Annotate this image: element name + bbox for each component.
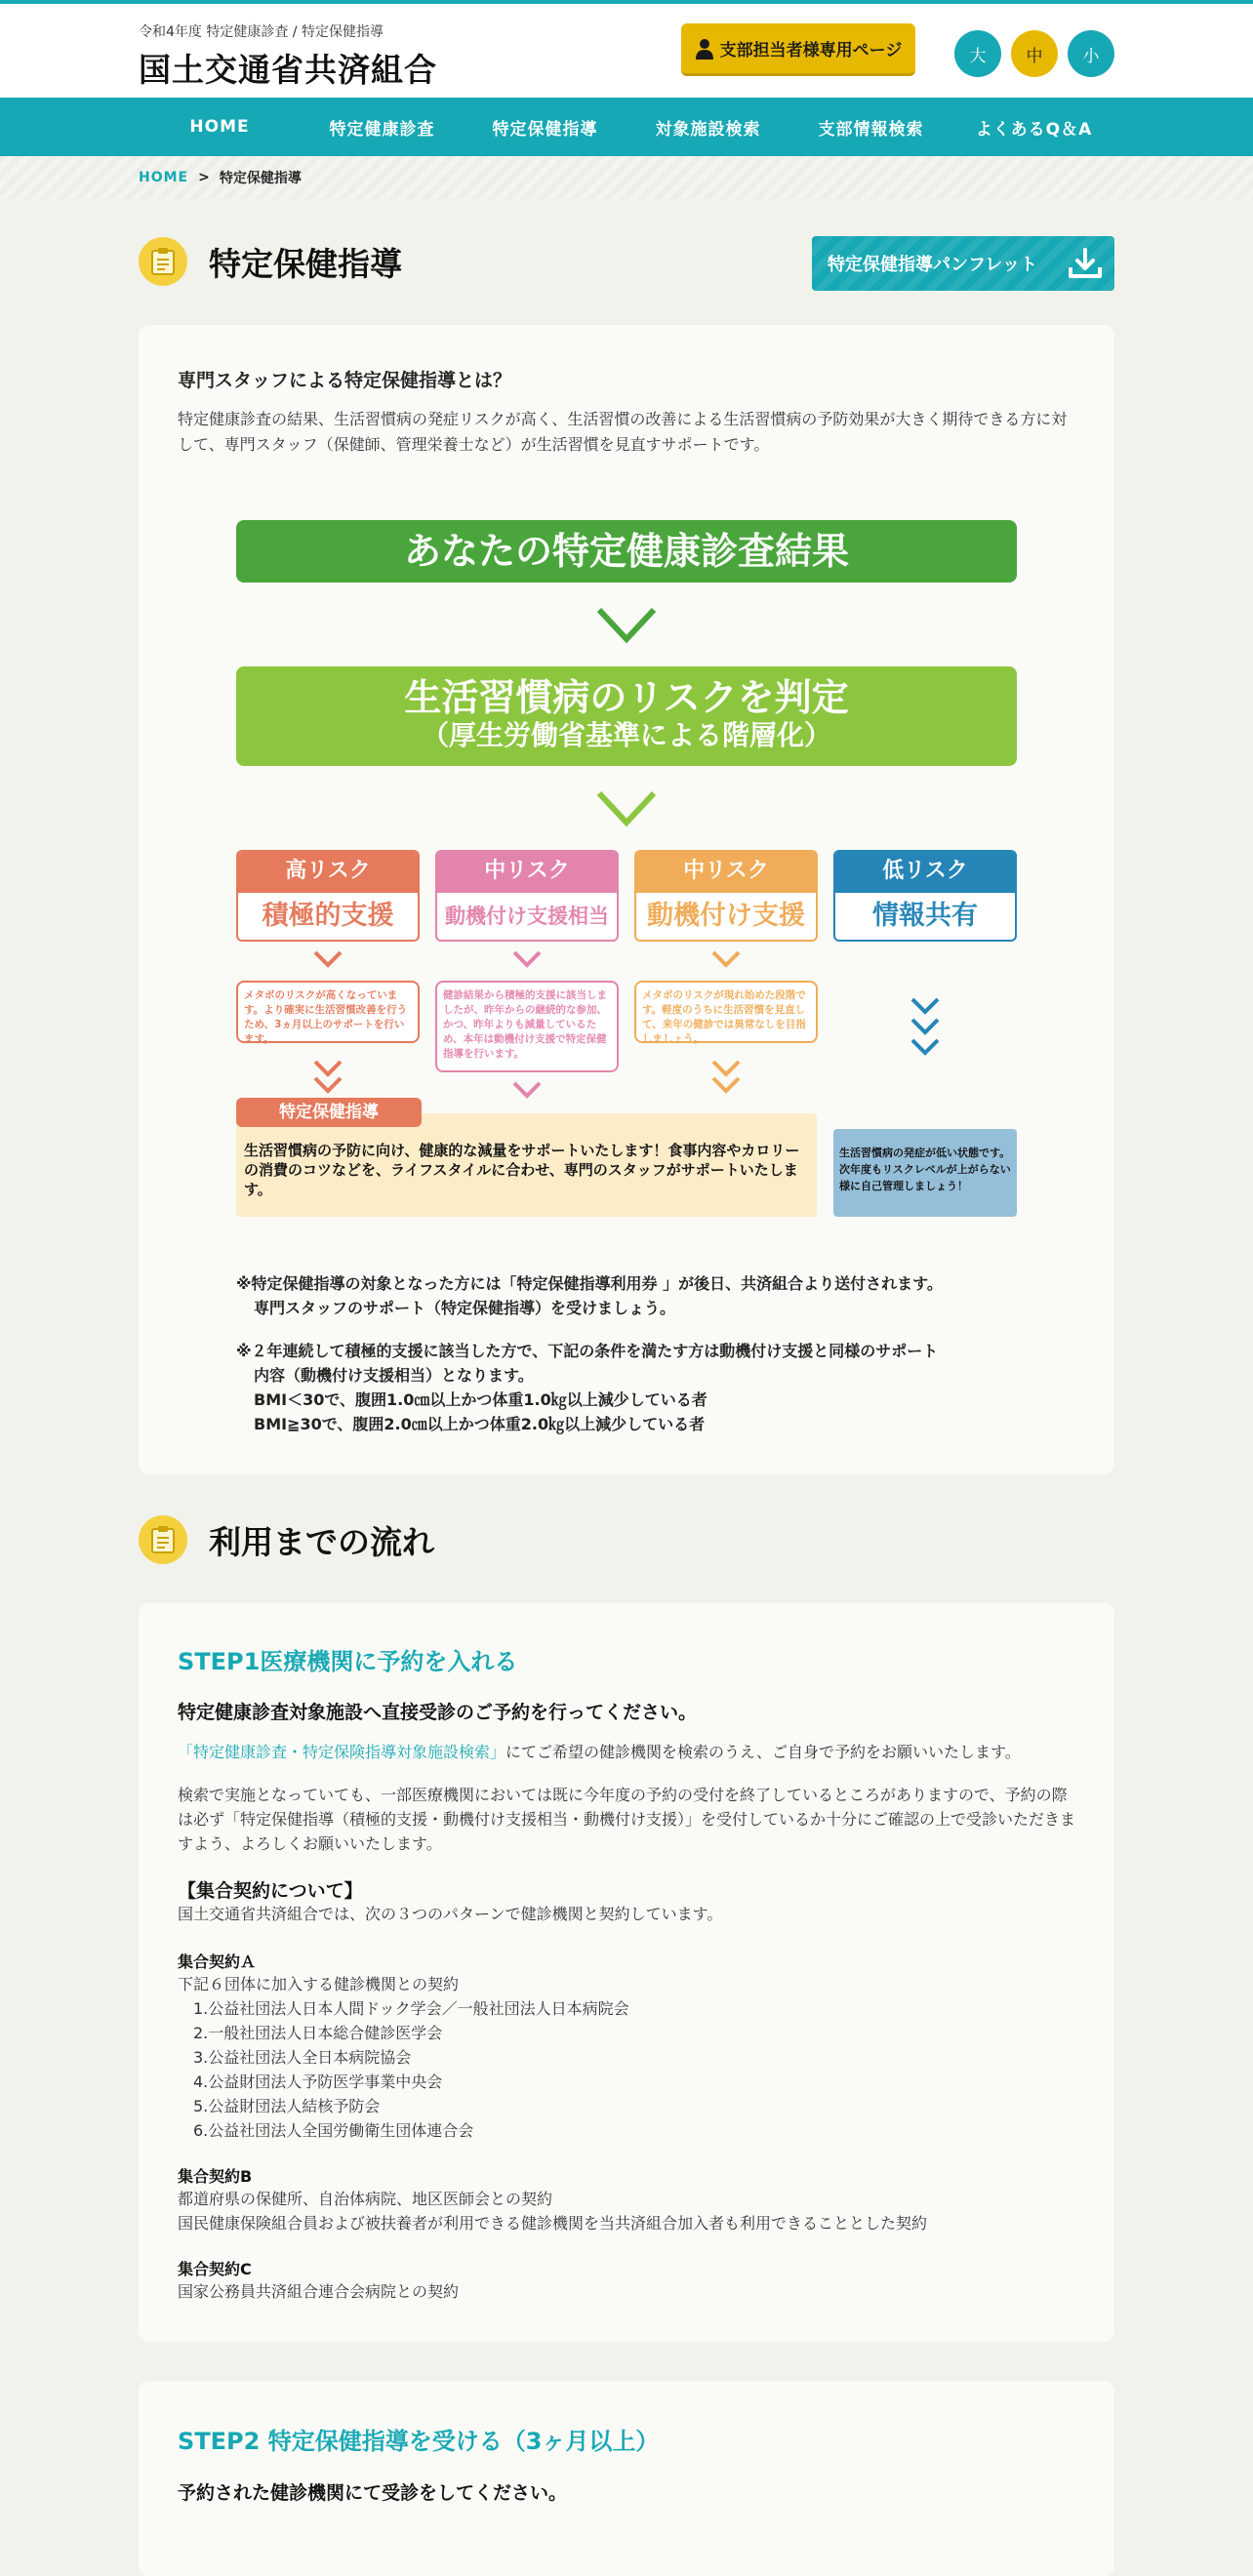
risk-column-mid-equivalent: [435, 850, 619, 942]
guidance-program-tag: 特定保健指導: [236, 1098, 422, 1127]
step1-reservation-notice: 検索で実施となっていても、一部医療機関においては既に今年度の予約の受付を終了しているところがありますので、予約の際は必ず「特定保健指導（積極的支援・動機付け支援相当・動機付け支援）」を受付しているか十分にご確認の上で受診いただきますよう、よろしくお願いいたします。: [178, 1786, 1076, 1853]
note-condition-line1: ※２年連続して積極的支援に該当した方で、下記の条件を満たす方は動機付け支援と同様のサポート: [236, 1342, 939, 1360]
guidance-program-box: [236, 1103, 817, 1217]
support-type-label: 動機付け支援: [647, 901, 805, 931]
facility-search-link[interactable]: 「特定健康診査・特定保険指導対象施設検索」: [178, 1743, 506, 1761]
step1-lead: 特定健康診査対象施設へ直接受診のご予約を行ってください。: [178, 1702, 698, 1723]
support-type-label: 積極的支援: [262, 901, 394, 931]
page-title: 特定保健指導: [209, 244, 402, 283]
user-icon: [695, 38, 714, 60]
section-heading-flow: [139, 1515, 434, 1564]
brand[interactable]: [139, 21, 437, 91]
nav-item-home[interactable]: HOME: [189, 117, 250, 137]
chevron-down-icon: [511, 1080, 543, 1100]
contract-a-list: [178, 1972, 629, 2143]
guidance-program-text: 生活習慣病の予防に向け、健康的な減量をサポートいたします！食事内容やカロリーの消費のコツなどを、ライフスタイルに合わせ、専門のスタッフがサポートいたします。: [244, 1142, 800, 1198]
risk-level-label: 中リスク: [636, 852, 816, 893]
chevron-down-icon: [595, 789, 658, 828]
risk-description-mid-equivalent: 健診結果から積極的支援に該当しましたが、昨年からの継続的な参加、かつ、昨年よりも減量しているため、本年は動機付け支援で特定保健指導を行います。: [435, 981, 619, 1072]
nav-item-health-guidance[interactable]: 特定保健指導: [492, 119, 598, 140]
nav-item-branch-search[interactable]: 支部情報検索: [818, 119, 924, 140]
pamphlet-download-label: 特定保健指導パンフレット: [828, 255, 1038, 275]
font-size-switcher: [954, 30, 1114, 77]
list-item: 1.公益社団法人日本人間ドック学会／一般社団法人日本病院会: [193, 1999, 629, 2018]
list-item: 4.公益財団法人予防医学事業中央会: [193, 2073, 443, 2091]
font-size-small-button[interactable]: 小: [1068, 30, 1114, 77]
nav-item-health-checkup[interactable]: 特定健康診査: [329, 119, 435, 140]
list-item: 3.公益社団法人全日本病院協会: [193, 2048, 412, 2067]
brand-title: 国土交通省共済組合: [139, 51, 437, 89]
risk-column-low: [833, 850, 1017, 942]
step1-search-text: にてご希望の健診機関を検索のうえ、ご自身で予約をお願いいたします。: [505, 1743, 1021, 1761]
risk-description-high: メタボのリスクが高くなっています。より確実に生活習慣改善を行うため、3ヵ月以上のサポートを行います。: [236, 981, 420, 1043]
contract-b-list: [178, 2187, 927, 2235]
risk-level-label: 低リスク: [835, 852, 1015, 893]
risk-judgement-title: 生活習慣病のリスクを判定: [404, 676, 849, 719]
breadcrumb-current: 特定保健指導: [219, 171, 302, 186]
breadcrumb: [0, 156, 1253, 199]
support-type-label: 動機付け支援相当: [445, 905, 609, 928]
section-title-flow: 利用までの流れ: [209, 1522, 434, 1561]
chevron-down-icon: [312, 949, 344, 969]
chevron-down-icon: [710, 949, 742, 969]
step2-lead: 予約された健診機関にて受診をしてください。: [178, 2482, 568, 2504]
branch-staff-page-button[interactable]: [681, 23, 915, 76]
note-voucher: [236, 1271, 943, 1320]
guidance-intro: 特定健康診査の結果、生活習慣病の発症リスクが高く、生活習慣の改善による生活習慣病の予防効果が大きく期待できる方に対して、専門スタッフ（保健師、管理栄養士など）が生活習慣を見直すサポートです。: [178, 410, 1068, 454]
contract-c-label: 集合契約C: [178, 2260, 252, 2278]
guidance-overview-card: [139, 325, 1114, 1474]
risk-box-low: [833, 850, 1017, 942]
risk-judgement-subtitle: （厚生労働省基準による階層化）: [421, 719, 831, 751]
branch-staff-page-label: 支部担当者様専用ページ: [719, 41, 903, 60]
contract-a-label: 集合契約Ａ: [178, 1952, 257, 1971]
double-chevron-down-icon: [312, 1059, 344, 1098]
risk-level-label: 高リスク: [238, 852, 418, 893]
clipboard-icon: [139, 1515, 187, 1564]
step1-card: [139, 1603, 1114, 2342]
step1-title: STEP1医療機関に予約を入れる: [178, 1648, 518, 1675]
contract-b-line1: 都道府県の保健所、自治体病院、地区医師会との契約: [178, 2190, 553, 2208]
risk-box-mid: [634, 850, 818, 942]
note-condition-line4: BMI≧30で、腹囲2.0㎝以上かつ体重2.0㎏以上減少している者: [254, 1415, 706, 1433]
section-heading-guidance: [139, 237, 402, 286]
chevron-down-icon: [595, 606, 658, 645]
note-voucher-line1: ※特定保健指導の対象となった方には「特定保健指導利用券 」が後日、共済組合より送付されます。: [236, 1274, 943, 1293]
support-type-label: 情報共有: [872, 901, 978, 931]
contract-heading: 【集合契約について】: [178, 1880, 363, 1902]
contract-c-line1: 国家公務員共済組合連合会病院との契約: [178, 2282, 460, 2301]
breadcrumb-home-link[interactable]: HOME: [139, 170, 189, 185]
list-item: 6.公益社団法人全国労働衛生団体連合会: [193, 2121, 474, 2140]
contract-c-list: [178, 2279, 459, 2304]
risk-judgement-bar: [236, 666, 1017, 766]
font-size-medium-button[interactable]: 中: [1011, 30, 1058, 77]
brand-subtitle: 令和4年度 特定健康診査 / 特定保健指導: [139, 24, 384, 40]
triple-chevron-down-icon: [909, 996, 941, 1061]
guidance-question: 専門スタッフによる特定保健指導とは？: [178, 370, 512, 391]
low-risk-message-box: 生活習慣病の発症が低い状態です。次年度もリスクレベルが上がらない様に自己管理しましょう！: [833, 1129, 1017, 1217]
risk-column-mid: [634, 850, 818, 942]
list-item: 2.一般社団法人日本総合健診医学会: [193, 2024, 443, 2042]
risk-level-label: 中リスク: [437, 852, 617, 893]
risk-box-mid-equivalent: [435, 850, 619, 942]
clipboard-icon: [139, 237, 187, 286]
risk-box-high: [236, 850, 420, 942]
contract-intro: 国土交通省共済組合では、次の３つのパターンで健診機関と契約しています。: [178, 1905, 723, 1923]
contract-b-line2: 国民健康保険組合員および被扶養者が利用できる健診機関を当共済組合加入者も利用できることとした契約: [178, 2214, 928, 2233]
font-size-large-button[interactable]: 大: [954, 30, 1001, 77]
result-bar: あなたの特定健康診査結果: [236, 520, 1017, 583]
double-chevron-down-icon: [710, 1059, 742, 1098]
note-condition-line3: BMI＜30で、腹囲1.0㎝以上かつ体重1.0㎏以上減少している者: [254, 1390, 707, 1409]
step2-card: [139, 2381, 1114, 2576]
breadcrumb-separator: >: [198, 170, 210, 185]
risk-column-high: [236, 850, 420, 942]
download-icon: [1068, 248, 1103, 279]
risk-description-mid: メタボのリスクが現れ始めた段階です。軽度のうちに生活習慣を見直して、来年の健診では異常なしを目指しましょう。: [634, 981, 818, 1043]
contract-b-label: 集合契約B: [178, 2167, 253, 2186]
step1-search-paragraph: [178, 1740, 1075, 1764]
global-nav: [0, 98, 1253, 156]
contract-a-desc: 下記６団体に加入する健診機関との契約: [178, 1975, 460, 1993]
step2-title: STEP2 特定保健指導を受ける（3ヶ月以上）: [178, 2428, 660, 2455]
note-two-year-condition: [236, 1339, 938, 1436]
nav-item-facility-search[interactable]: 対象施設検索: [655, 119, 761, 140]
note-voucher-line2: 専門スタッフのサポート（特定保健指導）を受けましょう。: [254, 1299, 676, 1317]
nav-item-faq[interactable]: よくあるQ＆A: [975, 119, 1093, 140]
list-item: 5.公益財団法人結核予防会: [193, 2097, 381, 2115]
note-condition-line2: 内容（動機付け支援相当）となります。: [254, 1366, 534, 1385]
pamphlet-download-button[interactable]: [812, 236, 1114, 291]
site-header: [0, 4, 1253, 98]
risk-flow-diagram: [236, 520, 1017, 1232]
chevron-down-icon: [511, 949, 543, 969]
